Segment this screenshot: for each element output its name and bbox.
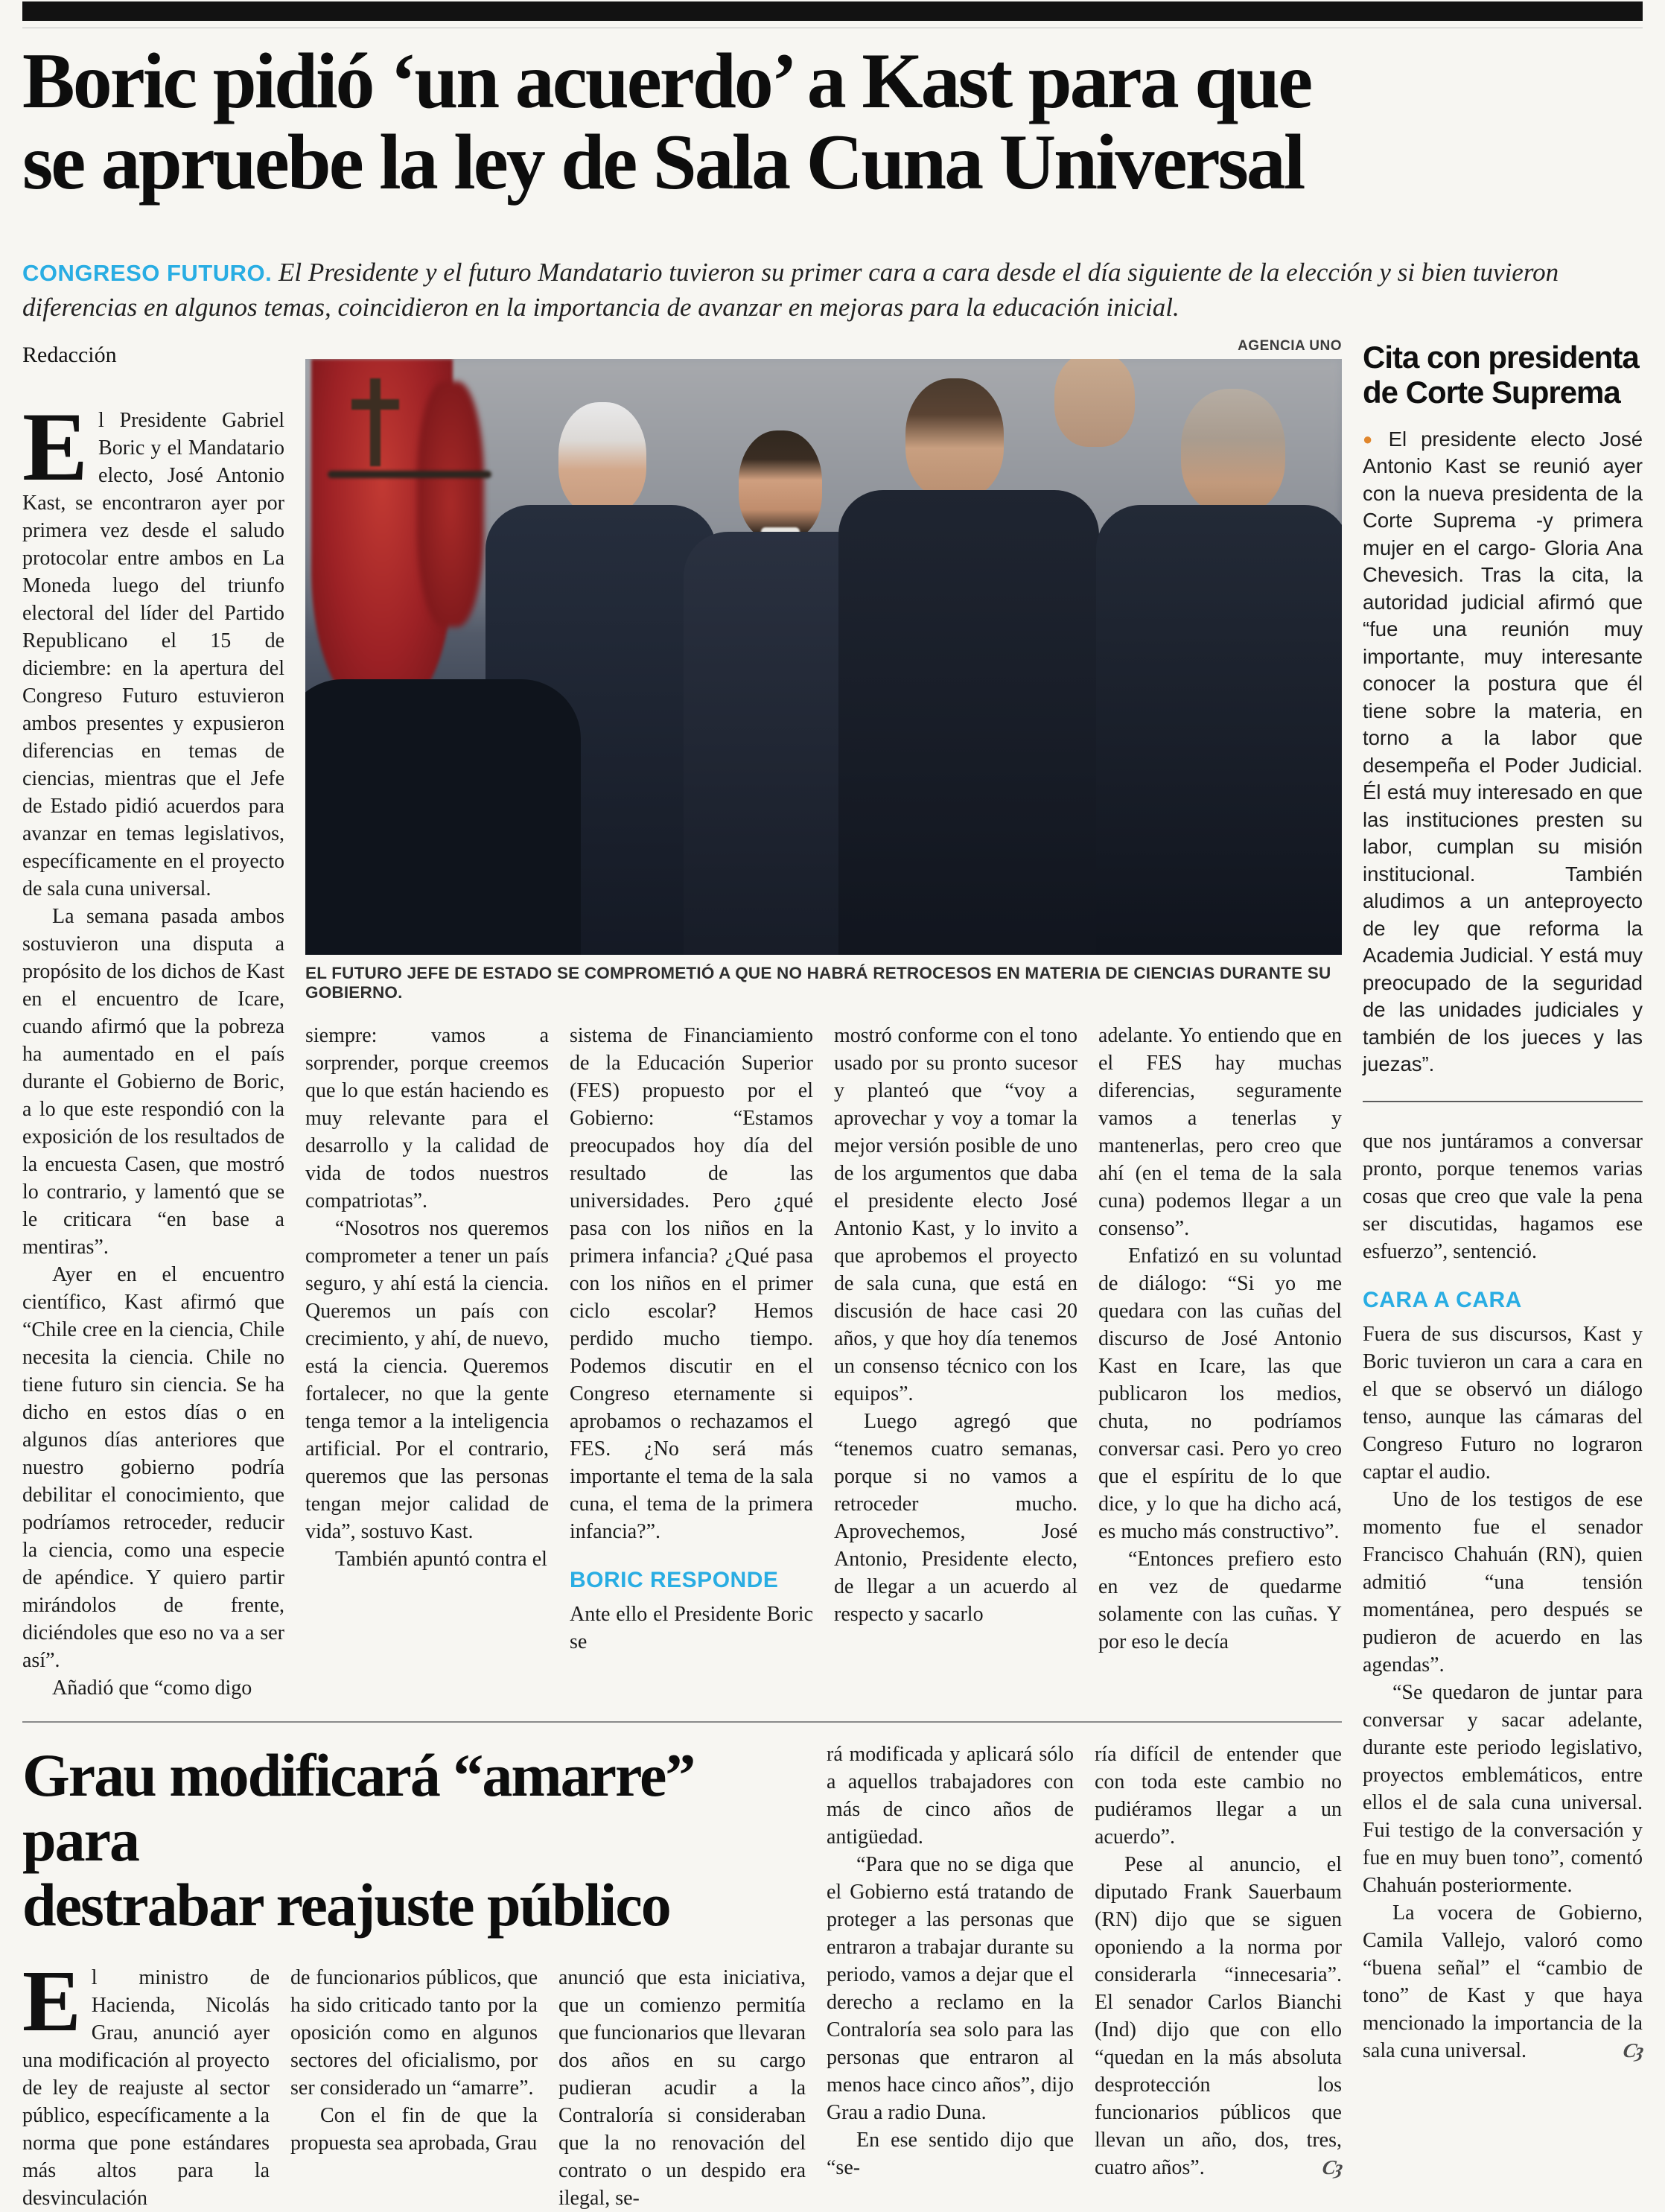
article1-center <box>305 338 1342 1702</box>
photo-suit-5 <box>305 679 581 955</box>
section-kicker: CONGRESO FUTURO. <box>22 260 273 287</box>
paragraph-text: l Presidente Gabriel Boric y el Mandatario electo, José Antonio Kast, se encontraron ayer por primera vez desde el saludo protocolar entre ambos en La Moneda luego del triunfo electoral del líder del Partido Republicano el 15 de diciembre: en la apertura del Congreso Futuro estuvieron ambos presentes y expusieron diferencias en temas de ciencias, mientras que el Jefe de Estado pidió acuerdos para avanzar en temas legislativos, específicamente en el proyecto de sala cuna universal. <box>22 408 284 900</box>
newspaper-page <box>0 1 1665 2211</box>
paragraph: rá modificada y aplicará sólo a aquellos trabajadores con más de cinco años de antigüedad. <box>827 1742 1074 1849</box>
deck-text: El Presidente y el futuro Mandatario tuvieron su primer cara a cara desde el día siguiente de la elección y si bien tuvieron diferencias en algunos temas, coincidieron en la importancia de avanzar en mejoras para la educación inicial. <box>22 258 1559 322</box>
paragraph: ría difícil de entender que con toda este cambio no pudiéramos llegar a un acuerdo”. <box>1095 1742 1342 1849</box>
sidebar-corte-suprema <box>1363 340 1643 1078</box>
paragraph: Uno de los testigos de ese momento fue el senador Francisco Chahuán (RN), quien admitió “una tensión momentánea, pero después se pudieron de acuerdo en las agendas”. <box>1363 1487 1643 1677</box>
right-rail <box>1363 338 1643 2212</box>
article2 <box>22 1741 1342 2212</box>
end-mark: Cȝ <box>1320 2155 1344 2178</box>
article1-column-5 <box>1098 1022 1342 1656</box>
paragraph: anunció que esta iniciativa, que un comienzo permitía que funcionarios que llevaran dos años en su cargo pudieran acudir a la Contraloría si consideraban que la no renovación del contrato o un despido era ilegal, se- <box>558 1966 806 2211</box>
paragraph-text: l ministro de Hacienda, Nicolás Grau, anunció ayer una modificación al proyecto de ley de reajuste al sector público, específicamente a la norma que pone estándares más altos para la desvinculación <box>22 1966 270 2211</box>
paragraph: siempre: vamos a sorprender, porque creemos que lo que están haciendo es muy relevante para el desarrollo y la calidad de vida de todos nuestros compatriotas”. <box>305 1023 549 1213</box>
photo-credit: AGENCIA UNO <box>1238 337 1342 354</box>
article2-column-4 <box>827 1741 1074 2212</box>
subhead-cara-a-cara: CARA A CARA <box>1363 1287 1522 1312</box>
paragraph: Con el fin de que la propuesta sea aprobada, Grau <box>290 2104 538 2155</box>
byline: Redacción <box>22 342 117 367</box>
photo-head-gray-hair-man <box>1181 389 1285 514</box>
sidebar-text: El presidente electo José Antonio Kast se reunió ayer con la nueva presidenta de la Corte Suprema -y primera mujer en el cargo- Gloria Ana Chevesich. Tras la cita, la autoridad judicial afirmó que “fue una reunión muy importante, muy interesante conocer la postura que él tiene sobre la materia, en torno a la labor que desempeña el Poder Judicial. Él está muy interesado en que las instituciones presten su labor, cumplan su misión institucional. También aludimos a un anteproyecto de ley que reforma la Academia Judicial. Y está muy preocupado de la seguridad de las unidades judiciales y también de los jueces y las juezas”. <box>1363 427 1643 1076</box>
article2-headline-line2: destrabar reajuste público <box>22 1870 670 1939</box>
photo-suit-4 <box>1096 505 1342 955</box>
deck <box>22 255 1643 324</box>
end-mark: Cȝ <box>1621 2038 1645 2062</box>
paragraph <box>1095 1851 1342 2181</box>
paragraph <box>1363 1899 1643 2065</box>
photo-caption: EL FUTURO JEFE DE ESTADO SE COMPROMETIÓ A QUE NO HABRÁ RETROCESOS EN MATERIA DE CIENCIAS DURANTE SU GOBIERNO. <box>305 963 1331 1002</box>
photo-chain <box>328 471 491 478</box>
photo-head-background-man <box>1054 359 1135 447</box>
photo-head-boric <box>739 430 822 541</box>
paragraph: sistema de Financiamiento de la Educación Superior (FES) propuesto por el Gobierno: “Estamos preocupados hoy día del resultado de las universidades. Pero ¿qué pasa con los niños en la primera infancia? ¿Qué pasa con los niños en el primer ciclo escolar? Hemos perdido mucho tiempo. Podemos discutir en el Congreso eternamente si aprobamos o rechazamos el FES. ¿No será más importante el tema de la sala cuna, el tema de la primera infancia?”. <box>570 1023 813 1543</box>
content-grid <box>22 338 1643 2212</box>
paragraph: de funcionarios públicos, que ha sido criticado tanto por la oposición como en algunos sectores del oficialismo, por ser considerado un “amarre”. <box>290 1966 538 2100</box>
main-headline-line2: se apruebe la ley de Sala Cuna Universal <box>22 118 1304 206</box>
article2-column-1 <box>22 1952 270 2212</box>
paragraph: La semana pasada ambos sostuvieron una disputa a propósito de los dichos de Kast en el encuentro de Icare, cuando afirmó que la pobreza ha aumentado en el país durante el Gobierno de Boric, a lo que este respondió con la exposición de los resultados de la encuesta Casen, que mostró lo contrario, y lamentó que se le criticara “en base a mentiras”. <box>22 904 284 1259</box>
photo-suit-3 <box>838 490 1099 955</box>
paragraph: También apuntó contra el <box>335 1547 547 1571</box>
sidebar-title: Cita con presidenta de Corte Suprema <box>1363 339 1639 410</box>
subhead-boric-responde: BORIC RESPONDE <box>570 1567 779 1592</box>
dropcap: E <box>22 1952 81 2050</box>
paragraph: que nos juntáramos a conversar pronto, porque tenemos varias cosas que creo que vale la pena ser discutidas, hagamos ese esfuerzo”, sentenció. <box>1363 1129 1643 1263</box>
paragraph-text: La vocera de Gobierno, Camila Vallejo, valoró como “buena señal” el “cambio de tono” de Kast y que haya mencionado la importancia de la sala cuna universal. <box>1363 1901 1643 2062</box>
photo-head-white-hair-man <box>558 402 646 515</box>
paragraph: Fuera de sus discursos, Kast y Boric tuvieron un cara a cara en el que se observó un diálogo tenso, aunque las cámaras del Congreso Futuro no lograron captar el audio. <box>1363 1322 1643 1484</box>
article1-body <box>22 338 1342 1702</box>
main-headline-line1: Boric pidió ‘un acuerdo’ a Kast para que <box>22 37 1311 124</box>
paragraph: mostró conforme con el tono usado por su pronto sucesor y planteó que “voy a aprovechar y voy a tomar la mejor versión posible de uno de los argumentos que daba el presidente electo José Antonio Kast, y lo invito a que aprobemos el proyecto de sala cuna, que está en discusión de hace casi 20 años, y que hoy día tenemos un consenso técnico con los equipos”. <box>834 1023 1077 1405</box>
paragraph: adelante. Yo entiendo que en el FES hay muchas diferencias, seguramente vamos a tenerlas y mantenerlas, pero creo que ahí (en el tema de la sala cuna) podemos llegar a un consenso”. <box>1098 1023 1342 1240</box>
paragraph <box>22 1952 270 2212</box>
article2-headline-line1: Grau modificará “amarre” para <box>22 1741 695 1874</box>
article1-column-3 <box>570 1022 813 1656</box>
paragraph-text: Pese al anuncio, el diputado Frank Sauerbaum (RN) dijo que se siguen oponiendo a la norma por considerarla “innecesaria”. El senador Carlos Bianchi (Ind) dijo que con ello “quedan en la más absoluta desprotección los funcionarios públicos que llevan un año, dos, tres, cuatro años”. <box>1095 1852 1342 2179</box>
paragraph: Luego agregó que “tenemos cuatro semanas, porque si no vamos a retroceder mucho. Aprovechemos, José Antonio, Presidente electo, de llegar a un acuerdo al respecto y sacarlo <box>834 1409 1077 1626</box>
top-black-bar <box>22 1 1643 21</box>
news-photo <box>305 359 1342 955</box>
article2-headline <box>22 1741 806 1939</box>
paragraph: “Nosotros nos queremos comprometer a tener un país seguro, y ahí está la ciencia. Queremos un país con crecimiento, y ahí, de nuevo, está la ciencia. Queremos fortalecer, no que la gente tenga temor a la inteligencia artificial. Por el contrario, queremos que las personas tengan mejor calidad de vida”, sostuvo Kast. <box>305 1216 549 1543</box>
paragraph: “Entonces prefiero esto en vez de quedarme solamente con las cuñas. Y por eso le decía <box>1098 1547 1342 1653</box>
paragraph: Ayer en el encuentro científico, Kast afirmó que “Chile cree en la ciencia, Chile necesita la ciencia. Chile no tiene futuro sin ciencia. Se ha dicho en estos días o en algunos días anteriores que nuestro gobierno podría debilitar el conocimiento, que podríamos retroceder, reducir la ciencia, como una especie de apéndice. Y quiero partir mirándolos de frente, diciéndoles que eso no va a ser así”. <box>22 1262 284 1672</box>
sidebar-body <box>1363 426 1643 1078</box>
article2-column-5 <box>1095 1741 1342 2212</box>
paragraph <box>22 391 284 903</box>
article-divider-rule <box>22 1721 1342 1723</box>
article2-column-2 <box>290 1964 538 2212</box>
article1-column-1 <box>22 338 284 1702</box>
photo-red-drapery-2 <box>417 381 484 627</box>
photo-head-man-back <box>905 378 1004 499</box>
dropcap: E <box>22 391 89 501</box>
paragraph: En ese sentido dijo que “se- <box>827 2128 1074 2179</box>
photo-cross-ornament <box>351 378 399 466</box>
article1-columns <box>305 1022 1342 1656</box>
paragraph: Añadió que “como digo <box>52 1676 252 1700</box>
main-headline <box>22 37 1643 206</box>
sidebar-divider-rule <box>1363 1101 1643 1102</box>
bullet-icon: ● <box>1363 429 1381 448</box>
paragraph: “Se quedaron de juntar para conversar y sacar adelante, durante este periodo legislativo, proyectos emblemáticos, entre ellos el de sala cuna universal. Fui testigo de la conversación y fue en muy buen tono”, comentó Chahuán posteriormente. <box>1363 1680 1643 1897</box>
main-left <box>22 338 1342 2212</box>
paragraph: Ante ello el Presidente Boric se <box>570 1602 813 1653</box>
article1-column-4 <box>834 1022 1077 1656</box>
paragraph: “Para que no se diga que el Gobierno está tratando de proteger a las personas que entraron a trabajar durante su periodo, vamos a dejar que el derecho a reclamo en la Contraloría sea solo para las personas que entraron al menos hace cinco años”, dijo Grau a radio Duna. <box>827 1852 1074 2124</box>
paragraph: Enfatizó en su voluntad de diálogo: “Si yo me quedara con las cuñas del discurso de José Antonio Kast en Icare, las que publicaron los medios, chuta, no podríamos conversar casi. Pero yo creo que el espíritu de lo que dice, y lo que ha dicho acá, es mucho más constructivo”. <box>1098 1244 1342 1543</box>
article1-column-2 <box>305 1022 549 1656</box>
article2-column-3 <box>558 1964 806 2212</box>
